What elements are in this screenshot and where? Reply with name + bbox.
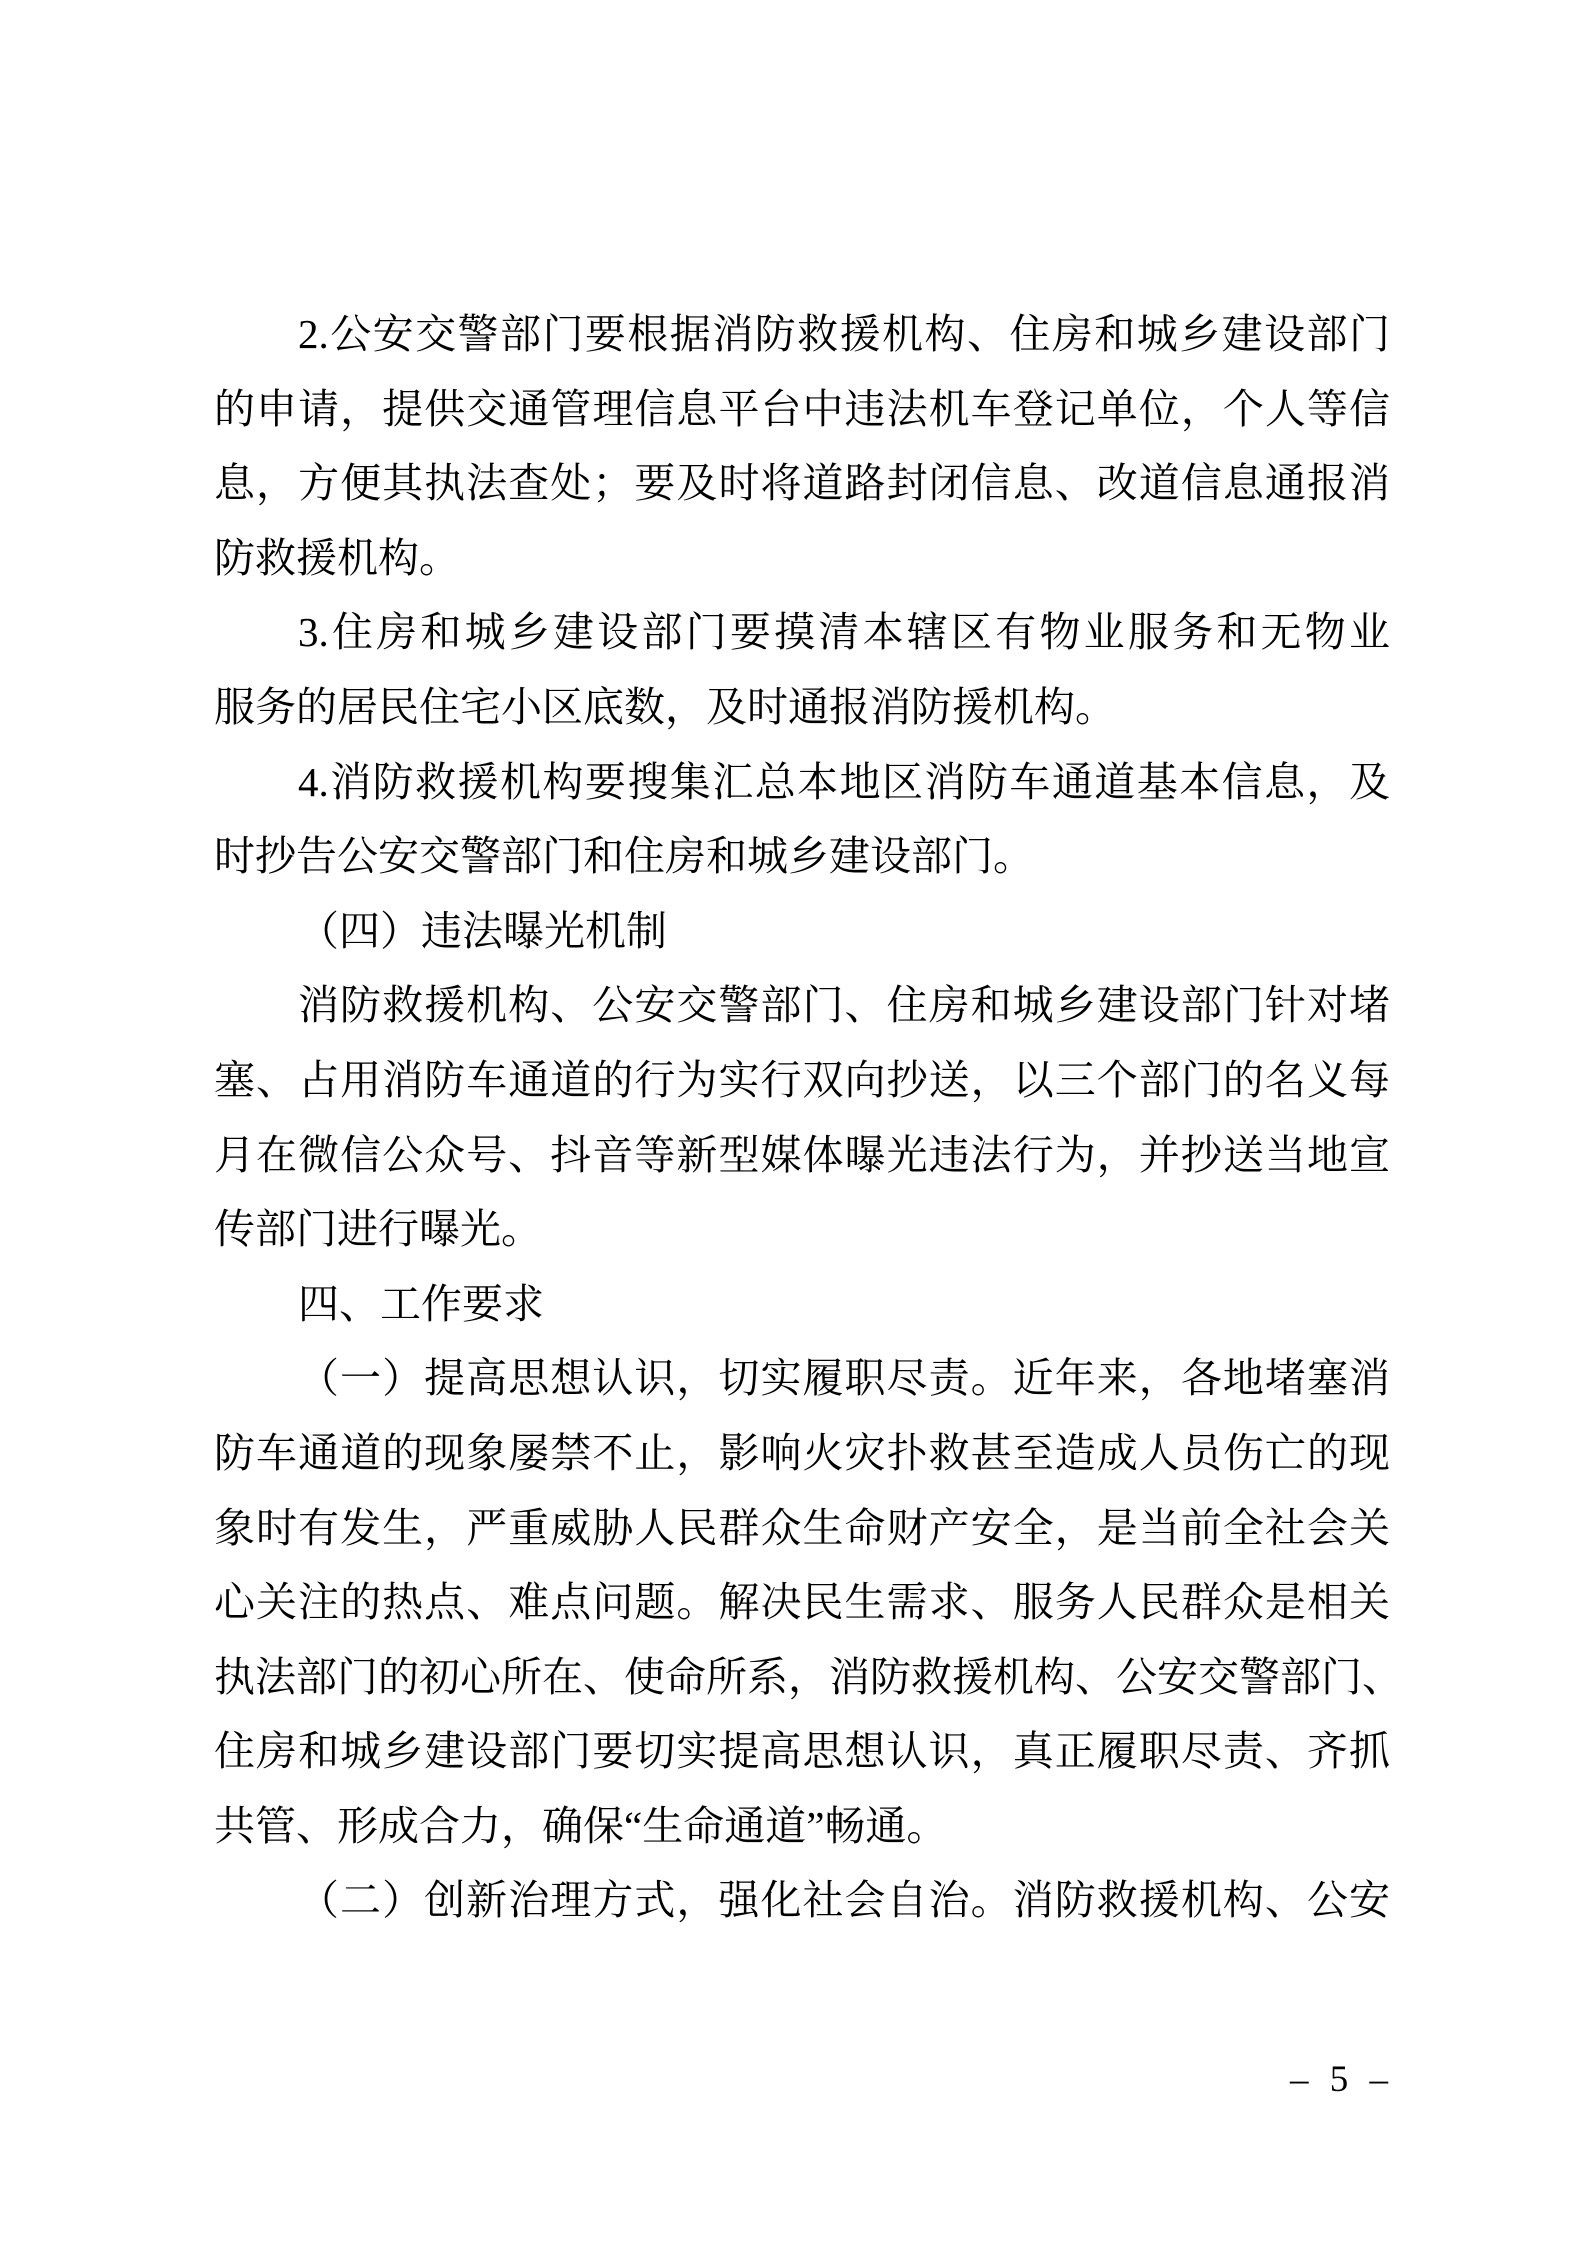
text-line: 象时有发生，严重威胁人民群众生命财产安全，是当前全社会关 [214,1504,1390,1551]
text-line: 传部门进行曝光。 [214,1206,542,1253]
text-line: （四）违法曝光机制 [298,907,667,954]
text-line: 防救援机构。 [214,534,460,581]
document-body [214,297,1403,1938]
text-line: （一）提高思想认识，切实履职尽责。近年来，各地堵塞消 [298,1355,1390,1402]
text-line: 塞、占用消防车通道的行为实行双向抄送，以三个部门的名义每 [214,1056,1390,1103]
text-line: 4.消防救援机构要搜集汇总本地区消防车通道基本信息，及 [298,758,1390,805]
text-line: 2.公安交警部门要根据消防救援机构、住房和城乡建设部门 [298,311,1390,357]
text-line: 3.住房和城乡建设部门要摸清本辖区有物业服务和无物业 [298,609,1390,656]
section-heading: 四、工作要求 [298,1280,544,1327]
text-line: 月在微信公众号、抖音等新型媒体曝光违法行为，并抄送当地宣 [214,1131,1390,1178]
page-number: – 5 – [1290,2059,1394,2100]
text-line: 心关注的热点、难点问题。解决民生需求、服务人民群众是相关 [214,1579,1390,1626]
text-line: 防车通道的现象屡禁不止，影响火灾扑救甚至造成人员伤亡的现 [214,1429,1390,1476]
text-line: 时抄告公安交警部门和住房和城乡建设部门。 [214,833,1034,880]
text-line: 息，方便其执法查处；要及时将道路封闭信息、改道信息通报消 [214,460,1390,507]
text-line: 服务的居民住宅小区底数，及时通报消防援机构。 [214,683,1116,730]
text-line: 住房和城乡建设部门要切实提高思想认识，真正履职尽责、齐抓 [214,1728,1390,1775]
text-line: 的申请，提供交通管理信息平台中违法机车登记单位，个人等信 [214,385,1390,432]
text-line: （二）创新治理方式，强化社会自治。消防救援机构、公安 [298,1877,1390,1924]
text-line: 共管、形成合力，确保“生命通道”畅通。 [214,1802,948,1849]
text-line: 消防救援机构、公安交警部门、住房和城乡建设部门针对堵 [298,982,1390,1029]
text-line: 执法部门的初心所在、使命所系，消防救援机构、公安交警部门、 [214,1653,1403,1700]
